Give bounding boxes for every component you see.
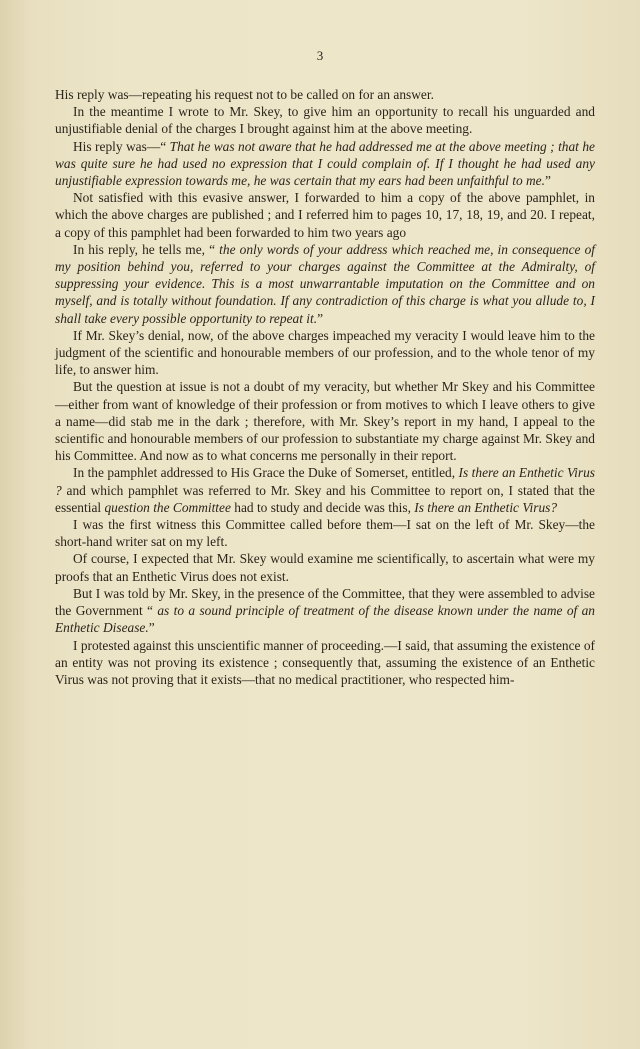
text-run: In the pamphlet addressed to His Grace the Duke of Somerset, entitled,: [73, 465, 459, 481]
italic-text: Is there an Enthetic Virus ?: [55, 465, 596, 498]
paragraph: [55, 103, 595, 137]
paragraph: [55, 138, 595, 190]
text-run: ”: [148, 620, 155, 636]
text-run: I protested against this unscientific manner of proceeding.—I said, that assuming the existence of an entity was not proving its existence ; consequently that, assuming the existence of an Enthetic Virus was not proving that it exists—that no medical practitioner, who respected him-: [55, 637, 595, 687]
paragraph: [55, 241, 595, 327]
text-run: had to study and decide was this,: [230, 499, 415, 515]
italic-text: question the Committee: [104, 499, 231, 515]
paragraph: [55, 189, 595, 241]
paragraph: [55, 585, 595, 637]
paragraph: [55, 464, 595, 516]
paragraph: [55, 516, 595, 550]
italic-text: as to a sound principle of treatment of the disease known under the name of an Enthetic Disease.: [55, 603, 596, 636]
text-run: If Mr. Skey’s denial, now, of the above charges impeached my veracity I would leave him to the judgment of the scientific and honourable members of our profession, and to the whole tenor of my life, to answer him.: [55, 327, 595, 378]
paragraph: [55, 637, 595, 689]
text-run: His reply was—“: [73, 138, 170, 154]
text-run: and which pamphlet was referred to Mr. Skey and his Committee to report on, I stated that the essential: [55, 482, 595, 515]
paragraph: [55, 378, 595, 464]
italic-text: That he was not aware that he had addressed me at the above meeting ; that he was quite sure he had used no expression that I could complain of. If I thought he had used any unjustifiable expression towards me, he was certain that my ears had been unfaithful to me.: [55, 138, 595, 189]
text-run: In the meantime I wrote to Mr. Skey, to give him an opportunity to recall his unguarded and unjustifiable denial of the charges I brought against him at the above meeting.: [55, 104, 595, 137]
text-run: Not satisfied with this evasive answer, I forwarded to him a copy of the above pamphlet, in which the above charges are published ; and I referred him to pages 10, 17, 18, 19, and 20. I repeat, a copy of this pamphlet had been forwarded to him two years ago: [55, 190, 595, 240]
text-run: ”: [544, 173, 551, 189]
text-run: His reply was—repeating his request not to be called on for an answer.: [55, 87, 434, 102]
paragraph: [55, 86, 595, 103]
text-run: But I was told by Mr. Skey, in the presence of the Committee, that they were assembled to advise the Government “: [55, 585, 595, 619]
body-text: [55, 86, 595, 688]
text-run: I was the first witness this Committee called before them—I sat on the left of Mr. Skey—the short-hand writer sat on my left.: [55, 517, 595, 550]
italic-text: Is there an Enthetic Virus?: [414, 499, 558, 515]
italic-text: the only words of your address which reached me, in consequence of my position behind you, referred to your charges against the Committee at the Admiralty, of suppressing your evidence. This is a most unwarrantable imputation on the Committee and on myself, and is totally without foundation. If any contradiction of this charge is what you allude to, I shall take every possible opportunity to repeat it.: [55, 241, 595, 326]
text-run: ”: [317, 310, 324, 326]
text-run: In his reply, he tells me, “: [73, 241, 220, 257]
page-number: 3: [316, 48, 324, 63]
paragraph: [55, 327, 595, 379]
text-run: But the question at issue is not a doubt of my veracity, but whether Mr Skey and his Committee—either from want of knowledge of their profession or from motives to which I leave others to give a name—did stab me in the dark ; therefore, with Mr. Skey’s report in my hand, I appeal to the scientific and honourable members of our profession to substantiate my charge against Mr. Skey and his Committee. And now as to what concerns me personally in their report.: [55, 379, 595, 464]
text-run: Of course, I expected that Mr. Skey would examine me scientifically, to ascertain what were my proofs that an Enthetic Virus does not exist.: [55, 551, 595, 584]
paragraph: [55, 550, 595, 584]
